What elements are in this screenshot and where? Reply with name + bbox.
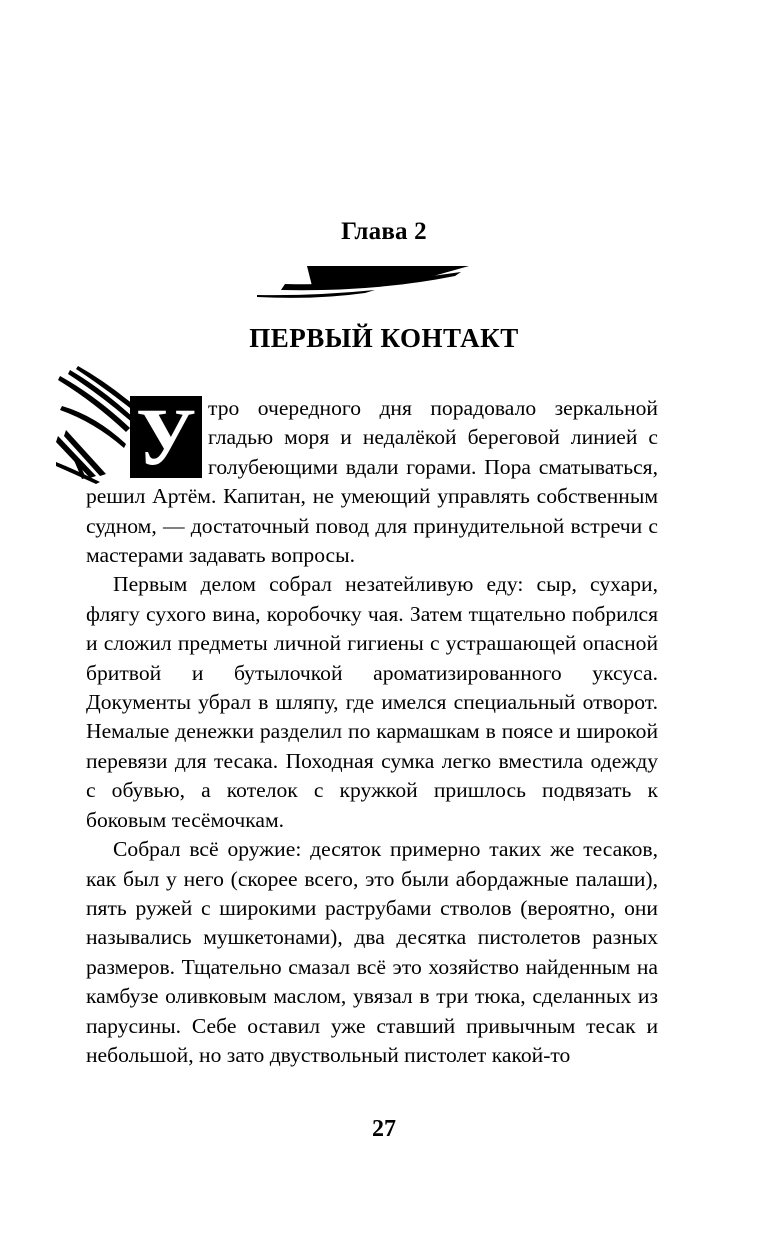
paragraph-1: тро очередного дня порадовало зеркальной гладью моря и недалёкой береговой линией с голубеющими вдали горами. Пора сматываться, решил Артём. Капитан, не умеющий управлять собственным судном, — достаточный повод для принудительной встречи с мастерами задавать вопросы.: [86, 396, 658, 568]
drop-cap-letter: У: [130, 396, 202, 478]
chapter-ornament-swoosh: [255, 262, 471, 302]
paragraph-2: Первым делом собрал незатейливую еду: сыр, сухари, флягу сухого вина, коробочку чая. Затем тщательно побрился и сложил предметы личной гигиены с устрашающей опасной бритвой и бутылочкой ароматизированного уксуса. Документы убрал в шляпу, где имелся специальный отворот. Немалые денежки разделил по кармашкам в поясе и широкой перевязи для тесака. Походная сумка легко вместила одежду с обувью, а котелок с кружкой пришлось подвязать к боковым тесёмочкам.: [86, 572, 658, 832]
drop-cap: [86, 391, 202, 482]
page-number: 27: [372, 1116, 396, 1142]
chapter-label: Глава 2: [341, 218, 427, 245]
chapter-text: [86, 391, 658, 1070]
chapter-title: ПЕРВЫЙ КОНТАКТ: [249, 323, 519, 353]
paragraph-3: Собрал всё оружие: десяток примерно таких же тесаков, как был у него (скорее всего, это были абордажные палаши), пять ружей с широкими раструбами стволов (вероятно, они назывались мушкетонами), два десятка пистолетов разных размеров. Тщательно смазал всё это хозяйство найденным на камбузе оливковым маслом, увязал в три тюка, сделанных из парусины. Себе оставил уже ставший привычным тесак и небольшой, но зато двуствольный пистолет какой-то: [86, 837, 658, 1067]
